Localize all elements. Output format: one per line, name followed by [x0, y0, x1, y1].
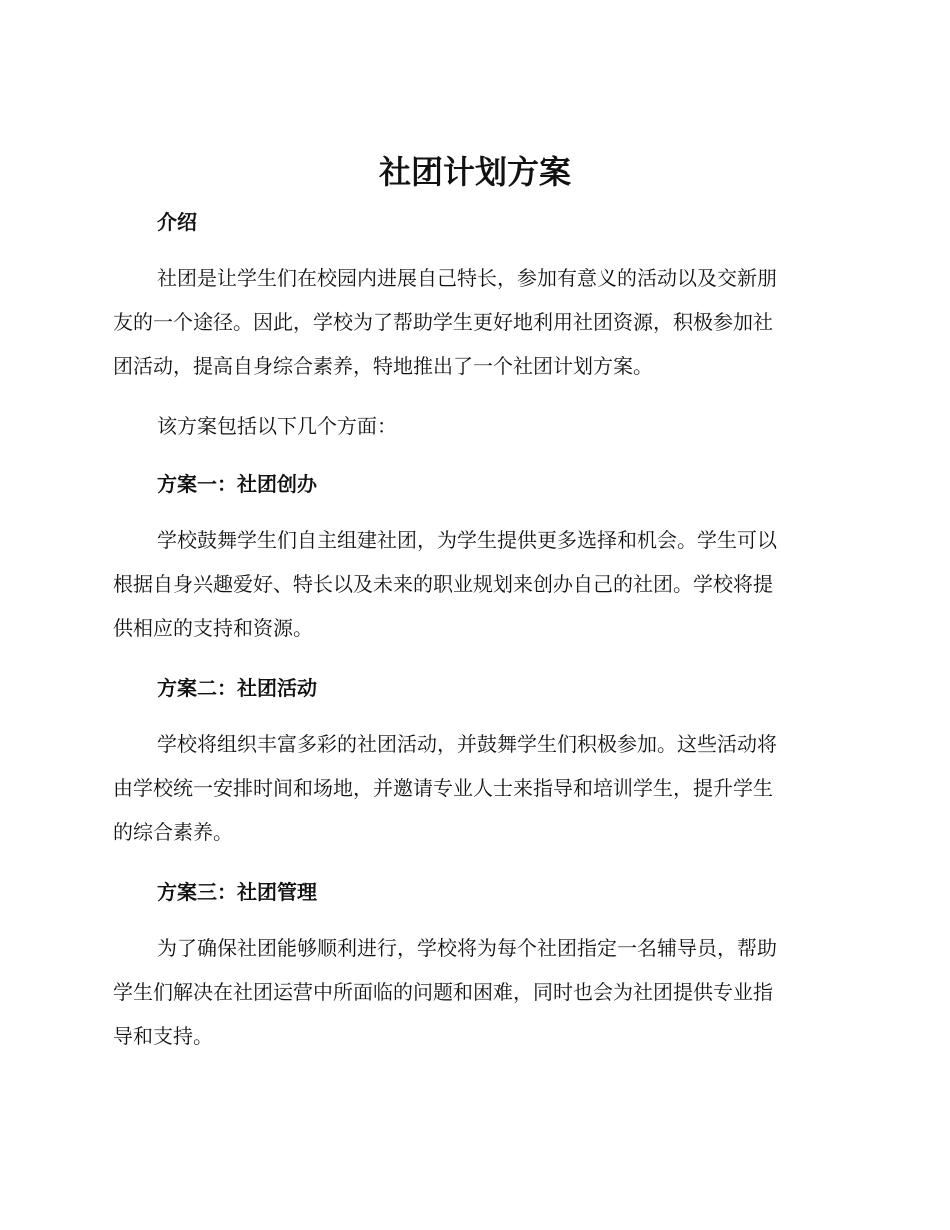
- section-heading-plan-3: 方案三：社团管理: [157, 880, 317, 904]
- intro-paragraph: [113, 256, 831, 388]
- paragraph-line: 社团是让学生们在校园内进展自己特长，参加有意义的活动以及交新朋: [157, 266, 777, 290]
- paragraph-line: 该方案包括以下几个方面：: [157, 414, 397, 438]
- paragraph-line: 友的一个途径。因此，学校为了帮助学生更好地利用社团资源，积极参加社: [113, 310, 773, 334]
- paragraph-line: 学校将组织丰富多彩的社团活动，并鼓舞学生们积极参加。这些活动将: [157, 732, 777, 756]
- page-title: 社团计划方案: [378, 153, 571, 191]
- paragraph-line: 供相应的支持和资源。: [113, 616, 313, 640]
- paragraph-line: 团活动，提高自身综合素养，特地推出了一个社团计划方案。: [113, 354, 653, 378]
- paragraph-line: 由学校统一安排时间和场地，并邀请专业人士来指导和培训学生，提升学生: [113, 776, 773, 800]
- paragraph-line: 学校鼓舞学生们自主组建社团，为学生提供更多选择和机会。学生可以: [157, 528, 777, 552]
- paragraph-line: 的综合素养。: [113, 820, 233, 844]
- plan-2-paragraph: [113, 722, 831, 854]
- section-heading-plan-2: 方案二：社团活动: [157, 676, 317, 700]
- paragraph-line: 学生们解决在社团运营中所面临的问题和困难，同时也会为社团提供专业指: [113, 980, 773, 1004]
- paragraph-line: 为了确保社团能够顺利进行，学校将为每个社团指定一名辅导员，帮助: [157, 936, 777, 960]
- plan-1-paragraph: [113, 518, 831, 650]
- section-heading-plan-1: 方案一：社团创办: [157, 472, 317, 496]
- paragraph-line: 导和支持。: [113, 1024, 213, 1048]
- section-heading-intro: 介绍: [157, 210, 197, 234]
- paragraph-line: 根据自身兴趣爱好、特长以及未来的职业规划来创办自己的社团。学校将提: [113, 572, 773, 596]
- scope-paragraph: [113, 404, 831, 448]
- plan-3-paragraph: [113, 926, 831, 1058]
